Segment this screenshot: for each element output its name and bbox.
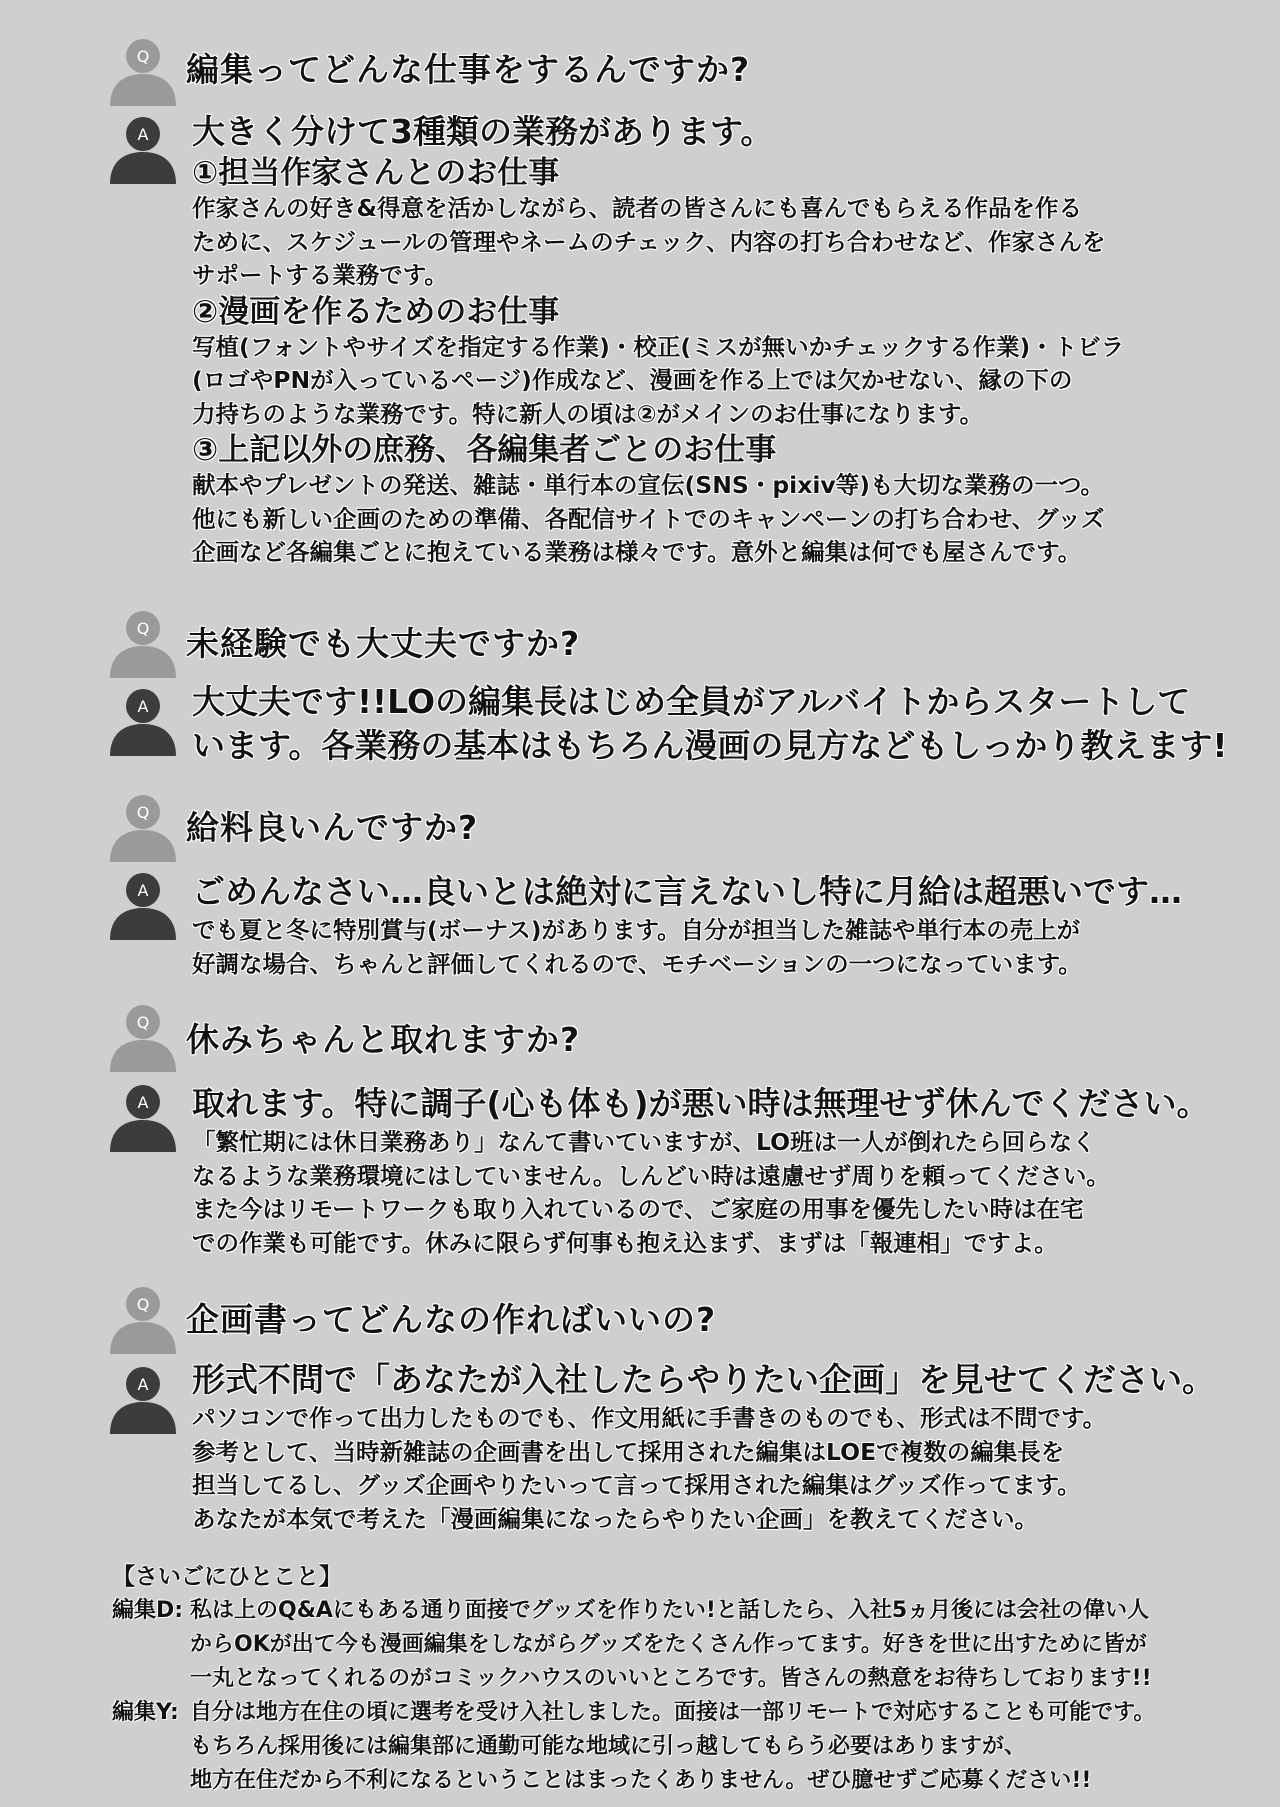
closing-entry <box>112 1594 1262 1696</box>
closing-line: もちろん採用後には編集部に通勤可能な地域に引っ越してもらう必要はありますが、 <box>190 1734 1027 1759</box>
closing-line: 自分は地方在住の頃に選考を受け入社しました。面接は一部リモートで対応することも可能です。 <box>190 1700 1156 1725</box>
answer-line: での作業も可能です。休みに限らず何事も抱え込まず、まずは「報連相」ですよ。 <box>192 1228 1058 1257</box>
answer-line: (ロゴやPNが入っているページ)作成など、漫画を作る上では欠かせない、縁の下の <box>192 366 1073 394</box>
question-avatar-icon <box>108 790 178 862</box>
answer-line: 他にも新しい企画のための準備、各配信サイトでのキャンペーンの打ち合わせ、グッズ <box>192 504 1105 533</box>
answer-line: サポートする業務です。 <box>192 261 448 289</box>
avatar-letter: A <box>137 697 149 716</box>
question-2: 未経験でも大丈夫ですか? <box>186 624 581 663</box>
answer-lead: 取れます。特に調子(心も体も)が悪い時は無理せず休んでください。 <box>192 1084 1210 1123</box>
avatar-letter: A <box>137 1093 149 1112</box>
answer-line: あなたが本気で考えた「漫画編集になったらやりたい企画」を教えてください。 <box>192 1504 1038 1533</box>
closing-line: からOKが出て今も漫画編集をしながらグッズをたくさん作ってます。好きを世に出すために皆が <box>190 1632 1147 1657</box>
answer-line: 作家さんの好き&得意を活かしながら、読者の皆さんにも喜んでもらえる作品を作る <box>192 194 1082 222</box>
question-4: 休みちゃんと取れますか? <box>186 1020 581 1059</box>
avatar-letter: A <box>137 881 149 900</box>
answer-line: パソコンで作って出力したものでも、作文用紙に手書きのものでも、形式は不問です。 <box>192 1404 1107 1432</box>
answer-avatar-icon <box>108 1080 178 1152</box>
avatar-letter: A <box>137 1375 149 1394</box>
closing-line: 地方在住だから不利になるということはまったくありません。ぜひ臆せずご応募ください!! <box>190 1768 1092 1793</box>
answer-line: なるような業務環境にはしていません。しんどい時は遠慮せず周りを頼ってください。 <box>192 1161 1110 1190</box>
answer-avatar-icon <box>108 868 178 940</box>
answer-4 <box>192 1082 1252 1260</box>
answer-line: 参考として、当時新雑誌の企画書を出して採用された編集はLOEで複数の編集長を <box>192 1437 1065 1466</box>
closing-title: 【さいごにひとこと】 <box>112 1564 342 1590</box>
answer-2 <box>192 680 1252 768</box>
section-heading: ①担当作家さんとのお仕事 <box>192 155 560 191</box>
question-avatar-icon <box>108 34 178 106</box>
answer-line: 担当してるし、グッズ企画やりたいって言って採用された編集はグッズ作ってます。 <box>192 1471 1081 1499</box>
editor-name: 編集Y: <box>112 1700 179 1725</box>
answer-line: 「繁忙期には休日業務あり」なんて書いていますが、LO班は一人が倒れたら回らなく <box>192 1128 1096 1156</box>
avatar-letter: Q <box>136 803 150 822</box>
answer-avatar-icon <box>108 684 178 756</box>
answer-lead: います。各業務の基本はもちろん漫画の見方などもしっかり教えます! <box>192 726 1228 765</box>
closing-line: 一丸となってくれるのがコミックハウスのいいところです。皆さんの熱意をお待ちしております!! <box>190 1666 1152 1691</box>
question-avatar-icon <box>108 606 178 678</box>
question-5: 企画書ってどんなの作ればいいの? <box>186 1300 717 1339</box>
answer-lead: 大きく分けて3種類の業務があります。 <box>192 112 774 151</box>
avatar-letter: Q <box>136 619 150 638</box>
avatar-letter: Q <box>136 47 150 66</box>
question-avatar-icon <box>108 1282 178 1354</box>
avatar-letter: Q <box>136 1013 150 1032</box>
answer-line: ために、スケジュールの管理やネームのチェック、内容の打ち合わせなど、作家さんを <box>192 227 1106 256</box>
answer-lead: 大丈夫です!!LOの編集長はじめ全員がアルバイトからスタートして <box>192 682 1191 721</box>
answer-avatar-icon <box>108 112 178 184</box>
answer-line: 献本やプレゼントの発送、雑誌・単行本の宣伝(SNS・pixiv等)も大切な業務の一つ。 <box>192 471 1105 499</box>
closing-remarks <box>112 1560 1262 1798</box>
answer-5 <box>192 1358 1252 1536</box>
answer-avatar-icon <box>108 1362 178 1434</box>
avatar-letter: A <box>137 125 149 144</box>
answer-line: 力持ちのような業務です。特に新人の頃は②がメインのお仕事になります。 <box>192 399 984 428</box>
closing-entry <box>112 1696 1262 1798</box>
answer-line: 写植(フォントやサイズを指定する作業)・校正(ミスが無いかチェックする作業)・トビラ <box>192 332 1125 361</box>
answer-lead: 形式不問で「あなたが入社したらやりたい企画」を見せてください。 <box>192 1360 1215 1399</box>
answer-line: 企画など各編集ごとに抱えている業務は様々です。意外と編集は何でも屋さんです。 <box>192 538 1082 566</box>
question-1: 編集ってどんな仕事をするんですか? <box>186 50 751 89</box>
answer-1 <box>192 110 1252 570</box>
question-3: 給料良いんですか? <box>186 808 479 847</box>
section-heading: ③上記以外の庶務、各編集者ごとのお仕事 <box>192 432 777 468</box>
answer-lead: ごめんなさい…良いとは絶対に言えないし特に月給は超悪いです… <box>192 872 1182 911</box>
answer-3 <box>192 870 1252 981</box>
avatar-letter: Q <box>136 1295 150 1314</box>
question-avatar-icon <box>108 1000 178 1072</box>
answer-line: 好調な場合、ちゃんと評価してくれるので、モチベーションの一つになっています。 <box>192 949 1082 978</box>
editor-name: 編集D: <box>112 1598 184 1623</box>
section-heading: ②漫画を作るためのお仕事 <box>192 293 560 330</box>
answer-line: でも夏と冬に特別賞与(ボーナス)があります。自分が担当した雑誌や単行本の売上が <box>192 916 1081 944</box>
answer-line: また今はリモートワークも取り入れているので、ご家庭の用事を優先したい時は在宅 <box>192 1195 1084 1223</box>
closing-line: 私は上のQ&Aにもある通り面接でグッズを作りたい!と話したら、入社5ヵ月後には会社の偉い人 <box>190 1598 1150 1623</box>
